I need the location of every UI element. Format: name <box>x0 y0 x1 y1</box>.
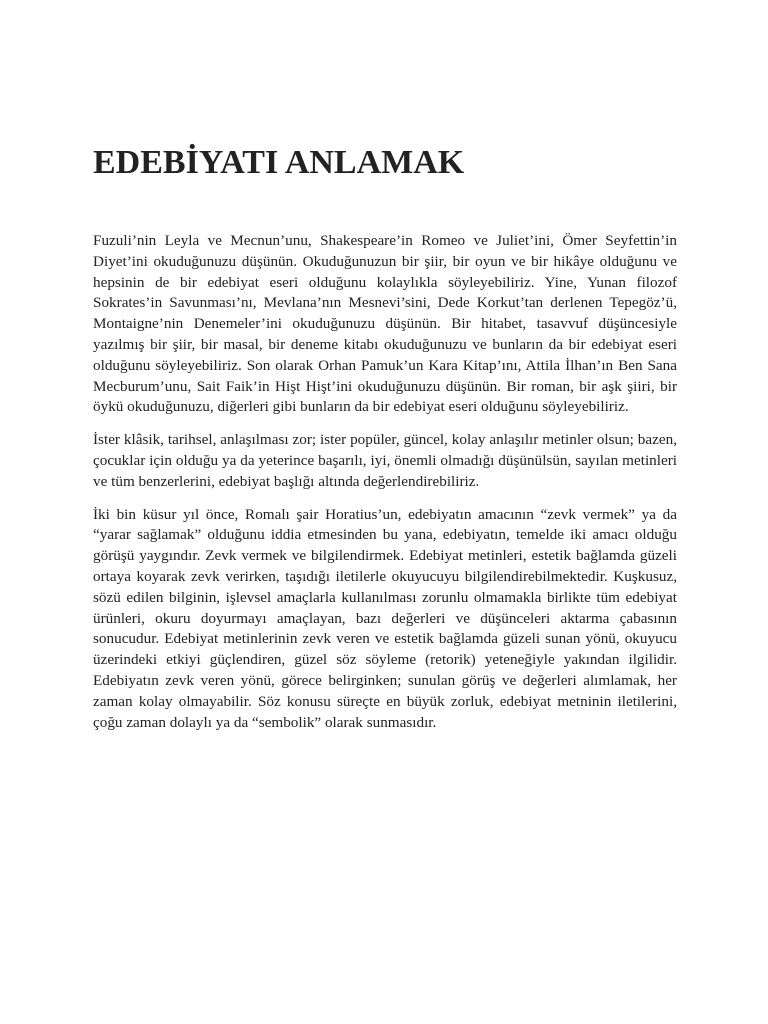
paragraph-3: İki bin küsur yıl önce, Romalı şair Horatius’un, edebiyatın amacının “zevk vermek” ya da “yarar sağlamak” olduğunu iddia etmesinden bu yana, edebiyatın, temelde iki amacı olduğu görüşü yaygındır. Zevk vermek ve bilgilendirmek. Edebiyat metinleri, estetik bağlamda güzeli ortaya koyarak zevk verirken, taşıdığı iletilerle okuyucuyu bilgilendirebilmektedir. Kuşkusuz, sözü edilen bilginin, işlevsel amaçlarla kullanılması zorunlu olmamakla birlikte tüm edebiyat ürünleri, okuru doyurmayı amaçlayan, bazı değerleri ve düşünceleri aktarma çabasının sonucudur. Edebiyat metinlerinin zevk veren ve estetik bağlamda güzeli sunan yönü, okuyucu üzerindeki etkiyi güçlendiren, güzel söz söyleme (retorik) yeteneğiyle yakından ilgilidir. Edebiyatın zevk veren yönü, görece belirginken; sunulan görüş ve değerleri alımlamak, her zaman kolay olmayabilir. Söz konusu süreçte en büyük zorluk, edebiyat metninin iletilerini, çoğu zaman dolaylı ya da “sembolik” olarak sunmasıdır. <box>93 505 677 731</box>
paragraph-2: İster klâsik, tarihsel, anlaşılması zor; ister popüler, güncel, kolay anlaşılır metinler olsun; bazen, çocuklar için olduğu ya da yeterince başarılı, iyi, önemli olmadığı düşünülsün, sayılan metinleri ve tüm benzerlerini, edebiyat başlığı altında değerlendirebiliriz. <box>93 431 677 490</box>
paragraph-1: Fuzuli’nin Leyla ve Mecnun’unu, Shakespeare’in Romeo ve Juliet’ini, Ömer Seyfettin’in Diyet’ini okuduğunuzu düşünün. Okuduğunuzun bir şiir, bir oyun ve bir hikâye olduğunu ve hepsinin de bir edebiyat eseri olduğunu kolaylıkla söyleyebiliriz. Yine, Yunan filozof Sokrates’in Savunması’nı, Mevlana’nın Mesnevi’sini, Dede Korkut’tan derlenen Tepegöz’ü, Montaigne’nin Denemeler’ini okuduğunuzu düşünün. Bir hitabet, tasavvuf düşüncesiyle yazılmış bir şiir, bir masal, bir deneme kitabı okuduğunuzu ve bunların da bir edebiyat eseri olduğunu söyleyebiliriz. Son olarak Orhan Pamuk’un Kara Kitap’ını, Attila İlhan’ın Ben Sana Mecburum’unu, Sait Faik’in Hişt Hişt’ini okuduğunuzu düşünün. Bir roman, bir aşk şiiri, bir öykü okuduğunuzu, diğerleri gibi bunların da bir edebiyat eseri olduğunu söyleyebiliriz. <box>93 232 677 416</box>
page-title: EDEBİYATI ANLAMAK <box>93 144 465 181</box>
document-body <box>93 143 677 745</box>
